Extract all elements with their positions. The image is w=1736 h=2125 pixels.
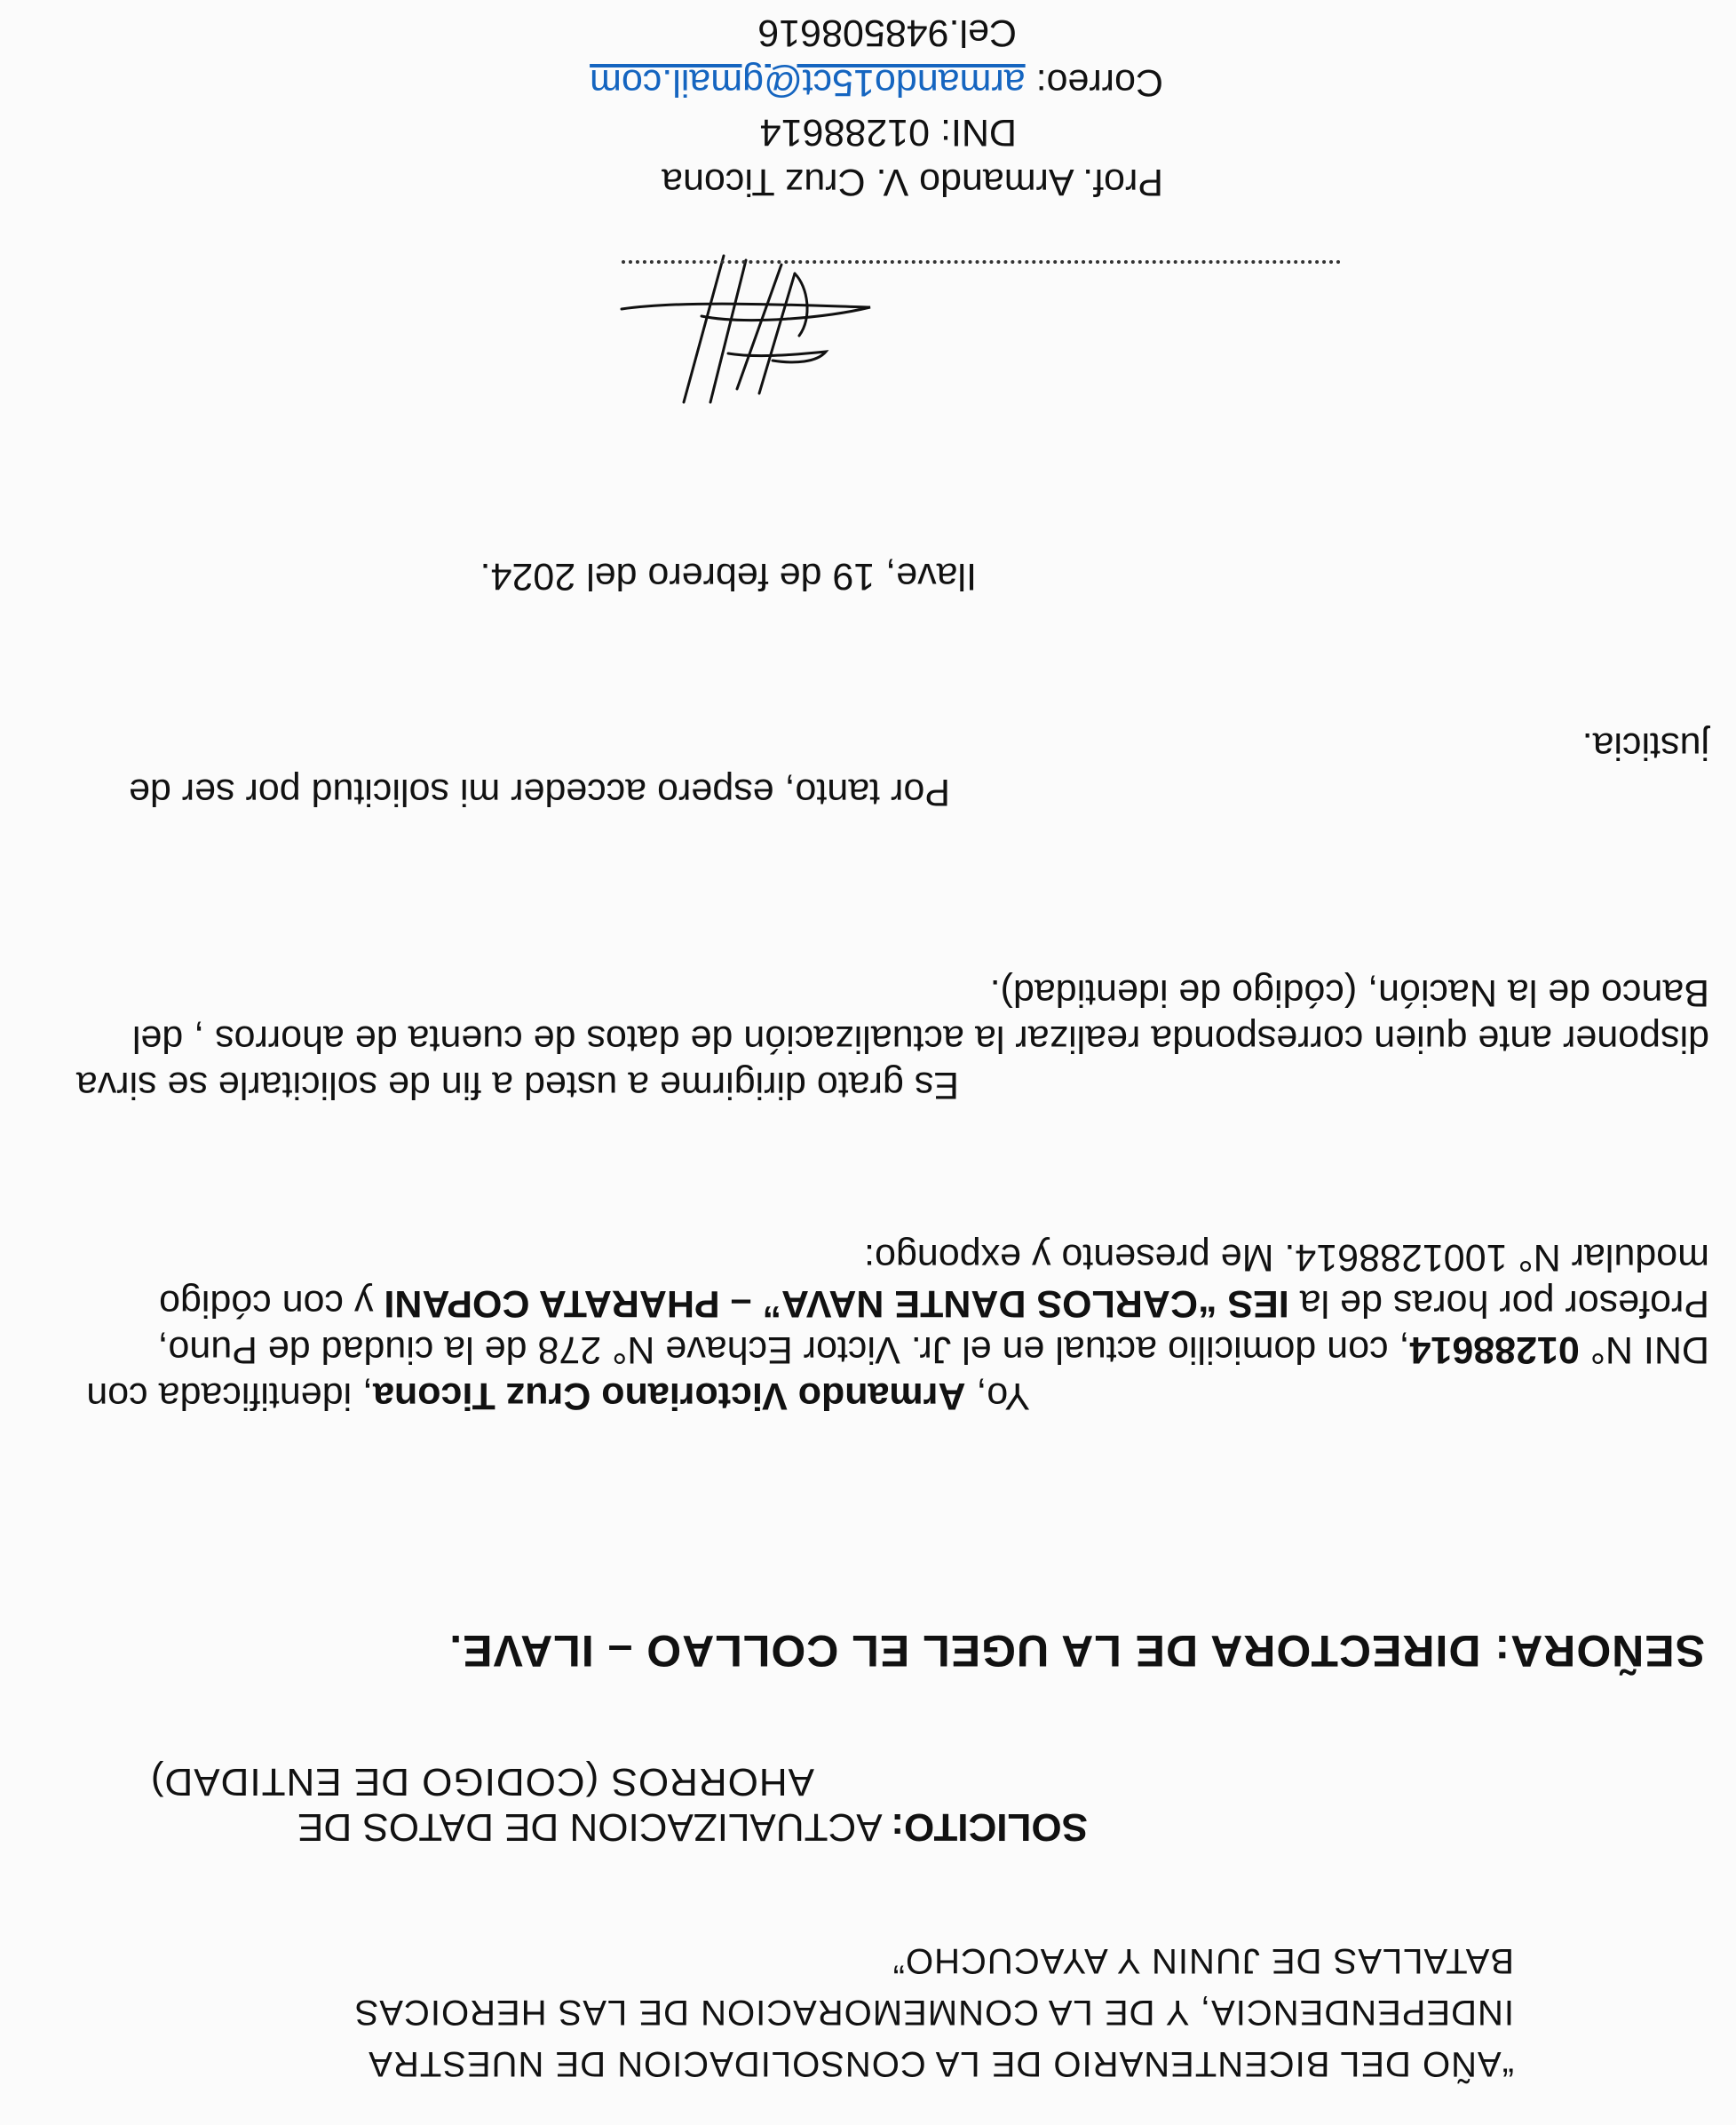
paragraph-closing	[22, 723, 1709, 815]
paragraph-identification	[22, 1234, 1709, 1419]
date-line: Ilave, 19 de febrero del 2024.	[480, 555, 977, 598]
subject-label: SOLICITO:	[891, 1805, 1088, 1849]
p1-text-3: , con domicilio actual en el Jr. Victor Echave N° 278 de la ciudad de Puno, Profesor por horas de la	[157, 1282, 1709, 1371]
signer-dni: DNI: 01288614	[759, 111, 1017, 154]
paragraph-request	[22, 970, 1709, 1108]
addressee-line	[448, 1625, 1705, 1677]
signer-phone: Cel.948508616	[757, 12, 1017, 54]
p1-text-5: Me presento y expongo:	[864, 1236, 1274, 1279]
applicant-dni: 01288614	[1409, 1328, 1580, 1371]
subject-block	[297, 1804, 1088, 1850]
p1-text: Yo,	[965, 1375, 1030, 1417]
paragraph-closing-text: Por tanto, espero acceder mi solicitud por ser de justicia.	[129, 725, 1709, 813]
signer-email-label: Correo:	[1025, 61, 1163, 104]
signer-block	[590, 8, 1163, 207]
p1-text-4: y con código modular N° 1001288614.	[159, 1236, 1709, 1325]
signer-email-line	[590, 58, 1163, 107]
p1-text-2: , identificada con DNI N°	[86, 1328, 1709, 1417]
subject-text-line2: AHORROS (CODIGO DE ENTIDAD)	[149, 1760, 814, 1804]
addressee-label: SEÑORA:	[1494, 1626, 1705, 1676]
signature-dotted-line	[621, 260, 1340, 264]
school-name: IES “CARLOS DANTE NAVA” – PHARATA COPANI	[384, 1282, 1289, 1325]
signer-email-link[interactable]: armando15ct@gmail.com	[590, 61, 1026, 104]
paragraph-request-text: Es grato dirigirme a usted a fin de solicitarle se sirva disponer ante quien corresponda realizar la actualización de datos de cuenta de ahorros , del Banco de la Nación, (código de identidad).	[75, 971, 1709, 1106]
year-heading: “AÑO DEL BICENTENARIO DE LA CONSOLIDACION DE NUESTRA INDEPENDENCIA, Y DE LA CONMEMORACION DE LAS HEROICAS BATALLAS DE JUNIN Y AYACUCHO”	[353, 1941, 1514, 2083]
applicant-name: Armando Victoriano Cruz Ticona	[373, 1375, 966, 1417]
addressee-text: DIRECTORA DE LA UGEL EL COLLAO – ILAVE.	[448, 1626, 1481, 1676]
subject-text-line1: ACTUALIZACION DE DATOS DE	[297, 1805, 883, 1849]
signer-name: Prof. Armando V. Cruz Ticona	[662, 161, 1163, 203]
